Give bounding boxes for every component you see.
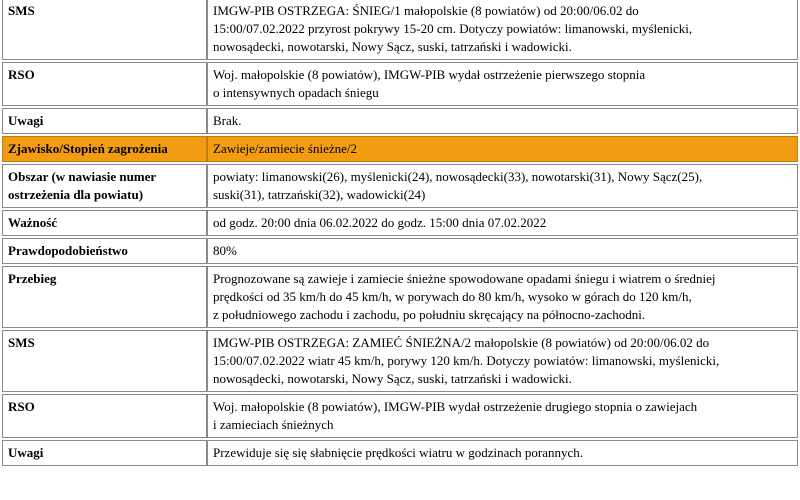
- row-value: [207, 394, 798, 438]
- row-label-text: Zjawisko/Stopień zagrożenia: [8, 141, 168, 156]
- warning-table-body: [2, 0, 798, 466]
- weather-warning-table: [2, 0, 798, 468]
- row-value: [207, 210, 798, 236]
- row-label-line: Obszar (w nawiasie numer: [8, 169, 157, 184]
- warning-row: [2, 394, 798, 438]
- row-label: [2, 440, 207, 466]
- row-value-line: Woj. małopolskie (8 powiatów), IMGW-PIB wydał ostrzeżenie drugiego stopnia o zawiejach: [213, 399, 698, 414]
- row-value-line: nowosądecki, nowotarski, Nowy Sącz, suski, tatrzański i wadowicki.: [213, 371, 572, 386]
- row-value: [207, 62, 798, 106]
- warning-row: [2, 440, 798, 466]
- row-label: [2, 210, 207, 236]
- row-value-line: IMGW-PIB OSTRZEGA: ŚNIEG/1 małopolskie (8 powiatów) od 20:00/06.02 do: [213, 3, 639, 18]
- row-value: [207, 440, 798, 466]
- row-label-text: RSO: [8, 67, 35, 82]
- row-value-line: o intensywnych opadach śniegu: [213, 85, 379, 100]
- row-label: [2, 136, 207, 162]
- row-value: [207, 108, 798, 134]
- row-value-line: powiaty: limanowski(26), myślenicki(24), nowosądecki(33), nowotarski(31), Nowy Sącz(25),: [213, 169, 703, 184]
- row-label-line: ostrzeżenia dla powiatu): [8, 187, 144, 202]
- row-label-text: Przebieg: [8, 271, 57, 286]
- warning-row: [2, 210, 798, 236]
- row-label: [2, 108, 207, 134]
- warning-row: [2, 330, 798, 392]
- row-value-line: IMGW-PIB OSTRZEGA: ZAMIEĆ ŚNIEŻNA/2 małopolskie (8 powiatów) od 20:00/06.02 do: [213, 335, 710, 350]
- row-label-text: SMS: [8, 335, 35, 350]
- row-value-line: Przewiduje się się słabnięcie prędkości wiatru w godzinach porannych.: [213, 445, 584, 460]
- row-value: [207, 330, 798, 392]
- row-label: [2, 330, 207, 392]
- row-label-text: Uwagi: [8, 445, 44, 460]
- row-value-line: Brak.: [213, 113, 242, 128]
- row-label-text: RSO: [8, 399, 35, 414]
- row-value-line: nowosądecki, nowotarski, Nowy Sącz, suski, tatrzański i wadowicki.: [213, 39, 572, 54]
- row-value-line: od godz. 20:00 dnia 06.02.2022 do godz. 15:00 dnia 07.02.2022: [213, 215, 547, 230]
- row-value-line: Prognozowane są zawieje i zamiecie śnieżne spowodowane opadami śniegu i wiatrem o średniej: [213, 271, 716, 286]
- warning-row: [2, 164, 798, 208]
- warning-row: [2, 108, 798, 134]
- row-label: [2, 0, 207, 60]
- row-label-text: Ważność: [8, 215, 58, 230]
- row-label: [2, 238, 207, 264]
- row-value: [207, 164, 798, 208]
- row-value-line: 80%: [213, 243, 237, 258]
- row-label: [2, 394, 207, 438]
- row-value-line: Zawieje/zamiecie śnieżne/2: [213, 141, 358, 156]
- warning-row: [2, 266, 798, 328]
- row-value-line: suski(31), tatrzański(32), wadowicki(24): [213, 187, 426, 202]
- row-label-text: Prawdopodobieństwo: [8, 243, 128, 258]
- row-label: [2, 266, 207, 328]
- row-label: [2, 62, 207, 106]
- warning-row: [2, 136, 798, 162]
- row-value: [207, 266, 798, 328]
- warning-row: [2, 0, 798, 60]
- row-label-text: SMS: [8, 3, 35, 18]
- row-value: [207, 238, 798, 264]
- row-value: [207, 0, 798, 60]
- row-value-line: prędkości od 35 km/h do 45 km/h, w porywach do 80 km/h, wysoko w górach do 120 km/h,: [213, 289, 692, 304]
- row-value-line: 15:00/07.02.2022 wiatr 45 km/h, porywy 120 km/h. Dotyczy powiatów: limanowski, myślenicki,: [213, 353, 720, 368]
- row-value-line: i zamieciach śnieżnych: [213, 417, 334, 432]
- warning-row: [2, 62, 798, 106]
- row-value: [207, 136, 798, 162]
- row-value-line: 15:00/07.02.2022 przyrost pokrywy 15-20 cm. Dotyczy powiatów: limanowski, myślenicki,: [213, 21, 693, 36]
- row-label-text: Uwagi: [8, 113, 44, 128]
- row-label: [2, 164, 207, 208]
- row-value-line: z południowego zachodu i zachodu, po południu skręcający na północno-zachodni.: [213, 307, 646, 322]
- row-value-line: Woj. małopolskie (8 powiatów), IMGW-PIB wydał ostrzeżenie pierwszego stopnia: [213, 67, 646, 82]
- warning-row: [2, 238, 798, 264]
